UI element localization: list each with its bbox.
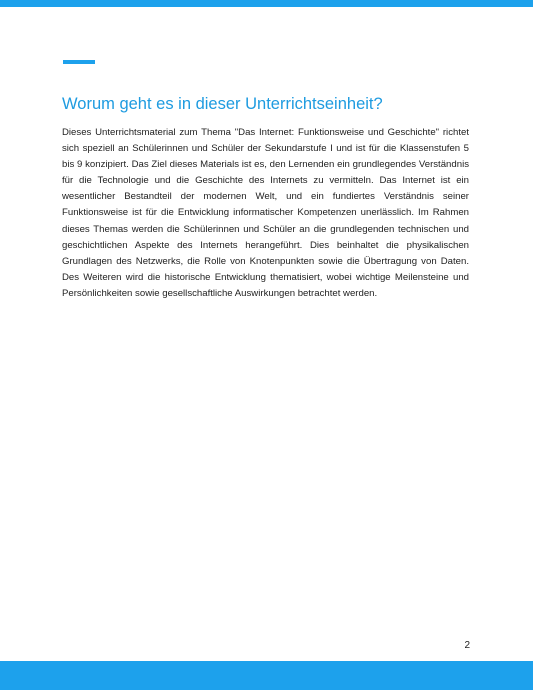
heading-accent-dash bbox=[63, 60, 95, 64]
top-accent-bar bbox=[0, 0, 533, 7]
page-number: 2 bbox=[464, 640, 470, 651]
section-heading: Worum geht es in dieser Unterrichtseinheit? bbox=[62, 95, 383, 113]
body-paragraph: Dieses Unterrichtsmaterial zum Thema "Das Internet: Funktionsweise und Geschichte" richtet sich speziell an Schülerinnen und Schüler der Sekundarstufe I und ist für die Klassenstufen 5 bis 9 konzipiert. Das Ziel dieses Materials ist es, den Lernenden ein grundlegendes Verständnis für die Technologie und die Geschichte des Internets zu vermitteln. Das Internet ist ein wesentlicher Bestandteil der modernen Welt, und ein fundiertes Verständnis seiner Funktionsweise ist für die Entwicklung informatischer Kompetenzen unerlässlich. Im Rahmen dieses Themas werden die Schülerinnen und Schüler an die grundlegenden technischen und geschichtlichen Aspekte des Internets herangeführt. Dies beinhaltet die physikalischen Grundlagen des Netzwerks, die Rolle von Knotenpunkten sowie die Übertragung von Daten. Des Weiteren wird die historische Entwicklung thematisiert, wobei wichtige Meilensteine und Persönlichkeiten sowie gesellschaftliche Auswirkungen betrachtet werden. bbox=[62, 127, 469, 299]
bottom-accent-bar bbox=[0, 661, 533, 690]
